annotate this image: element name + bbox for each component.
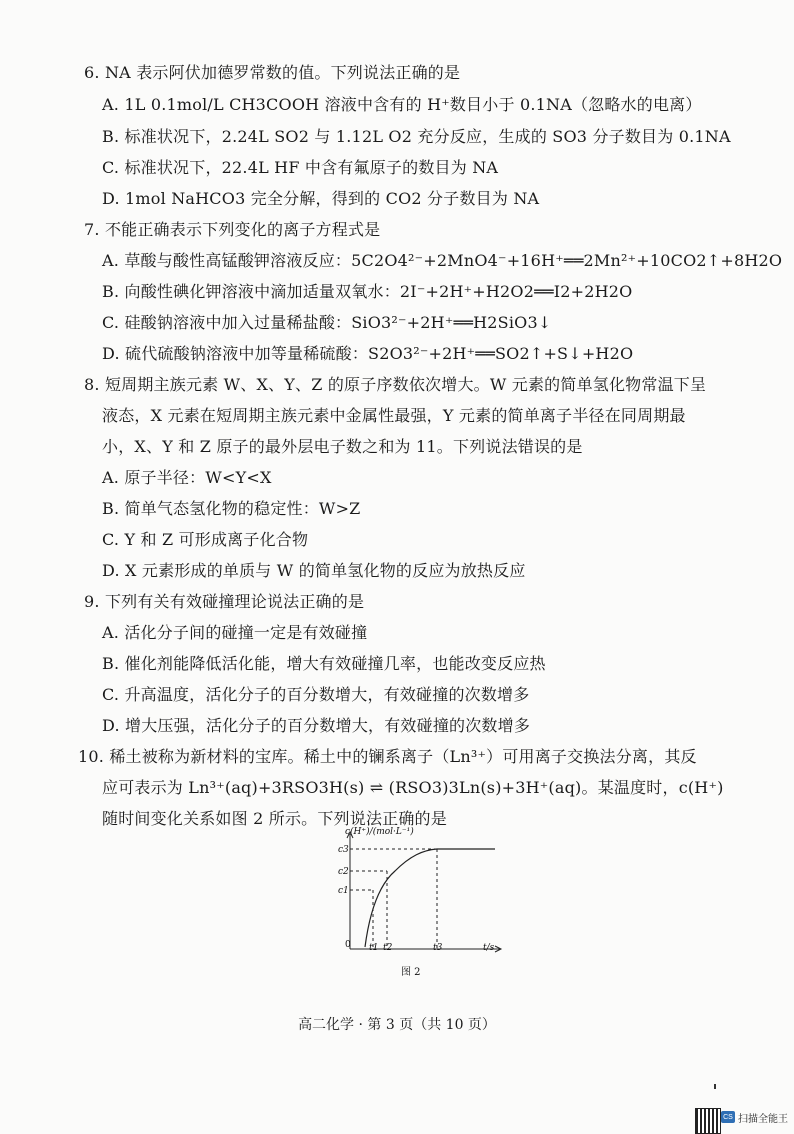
tick-t3: t3: [433, 943, 443, 953]
q8-stem-line-1: 8. 短周期主族元素 W、X、Y、Z 的原子序数依次增大。W 元素的简单氢化物常温下呈: [84, 375, 707, 394]
q8-stem-line-3: 小，X、Y 和 Z 原子的最外层电子数之和为 11。下列说法错误的是: [102, 437, 583, 456]
q7-option-a: A. 草酸与酸性高锰酸钾溶液反应：5C2O4²⁻+2MnO4⁻+16H⁺══2Mn²⁺+10CO2↑+8H2O: [102, 251, 783, 270]
tick-c2: c2: [338, 867, 349, 877]
concentration-time-graph: [325, 824, 515, 984]
origin-label: 0: [345, 940, 351, 950]
page-footer: 高二化学 · 第 3 页（共 10 页）: [298, 1017, 496, 1033]
q7-stem: 7. 不能正确表示下列变化的离子方程式是: [84, 220, 381, 239]
q9-option-c: C. 升高温度，活化分子的百分数增大，有效碰撞的次数增多: [102, 685, 530, 704]
q9-stem: 9. 下列有关有效碰撞理论说法正确的是: [84, 592, 365, 611]
q8-option-d: D. X 元素形成的单质与 W 的简单氢化物的反应为放热反应: [102, 561, 526, 580]
scanner-brand-name: 扫描全能王: [738, 1113, 788, 1125]
q10-stem-line-3: 随时间变化关系如图 2 所示。下列说法正确的是: [102, 809, 447, 828]
q7-option-c: C. 硅酸钠溶液中加入过量稀盐酸：SiO3²⁻+2H⁺══H2SiO3↓: [102, 313, 552, 332]
q6-option-c: C. 标准状况下，22.4L HF 中含有氟原子的数目为 NA: [102, 158, 499, 177]
q8-option-b: B. 简单气态氢化物的稳定性：W>Z: [102, 499, 361, 518]
q8-option-c: C. Y 和 Z 可形成离子化合物: [102, 530, 309, 549]
scanner-watermark: [721, 1110, 788, 1124]
tick-t2: t2: [383, 943, 393, 953]
q10-stem-line-1: 10. 稀土被称为新材料的宝库。稀土中的镧系离子（Ln³⁺）可用离子交换法分离，其反: [78, 747, 697, 766]
q6-option-b: B. 标准状况下，2.24L SO2 与 1.12L O2 充分反应，生成的 SO3 分子数目为 0.1NA: [102, 127, 731, 146]
figure-caption: 图 2: [401, 967, 421, 978]
q6-stem: 6. NA 表示阿伏加德罗常数的值。下列说法正确的是: [84, 63, 461, 82]
q9-option-d: D. 增大压强，活化分子的百分数增大，有效碰撞的次数增多: [102, 716, 531, 735]
concentration-curve: [365, 849, 495, 947]
tick-t1: t1: [369, 943, 379, 953]
qr-code-icon: [695, 1108, 721, 1134]
tick-c1: c1: [338, 886, 349, 896]
q9-option-a: A. 活化分子间的碰撞一定是有效碰撞: [102, 623, 368, 642]
q6-option-d: D. 1mol NaHCO3 完全分解，得到的 CO2 分子数目为 NA: [102, 189, 540, 208]
tick-c3: c3: [338, 845, 349, 855]
q6-option-a: A. 1L 0.1mol/L CH3COOH 溶液中含有的 H⁺数目小于 0.1NA（忽略水的电离）: [102, 95, 702, 114]
q8-option-a: A. 原子半径：W<Y<X: [102, 468, 272, 487]
y-axis-label: c(H⁺)/(mol·L⁻¹): [345, 827, 414, 837]
q7-option-d: D. 硫代硫酸钠溶液中加等量稀硫酸：S2O3²⁻+2H⁺══SO2↑+S↓+H2O: [102, 344, 634, 363]
camscanner-logo-icon: CS: [721, 1111, 735, 1123]
scan-mark: [714, 1084, 716, 1089]
q10-stem-line-2: 应可表示为 Ln³⁺(aq)+3RSO3H(s) ⇌ (RSO3)3Ln(s)+3H⁺(aq)。某温度时，c(H⁺): [102, 778, 724, 797]
x-axis-label: t/s: [483, 943, 495, 953]
q7-option-b: B. 向酸性碘化钾溶液中滴加适量双氧水：2I⁻+2H⁺+H2O2══I2+2H2O: [102, 282, 633, 301]
q8-stem-line-2: 液态，X 元素在短周期主族元素中金属性最强，Y 元素的简单离子半径在同周期最: [102, 406, 686, 425]
q9-option-b: B. 催化剂能降低活化能，增大有效碰撞几率，也能改变反应热: [102, 654, 546, 673]
